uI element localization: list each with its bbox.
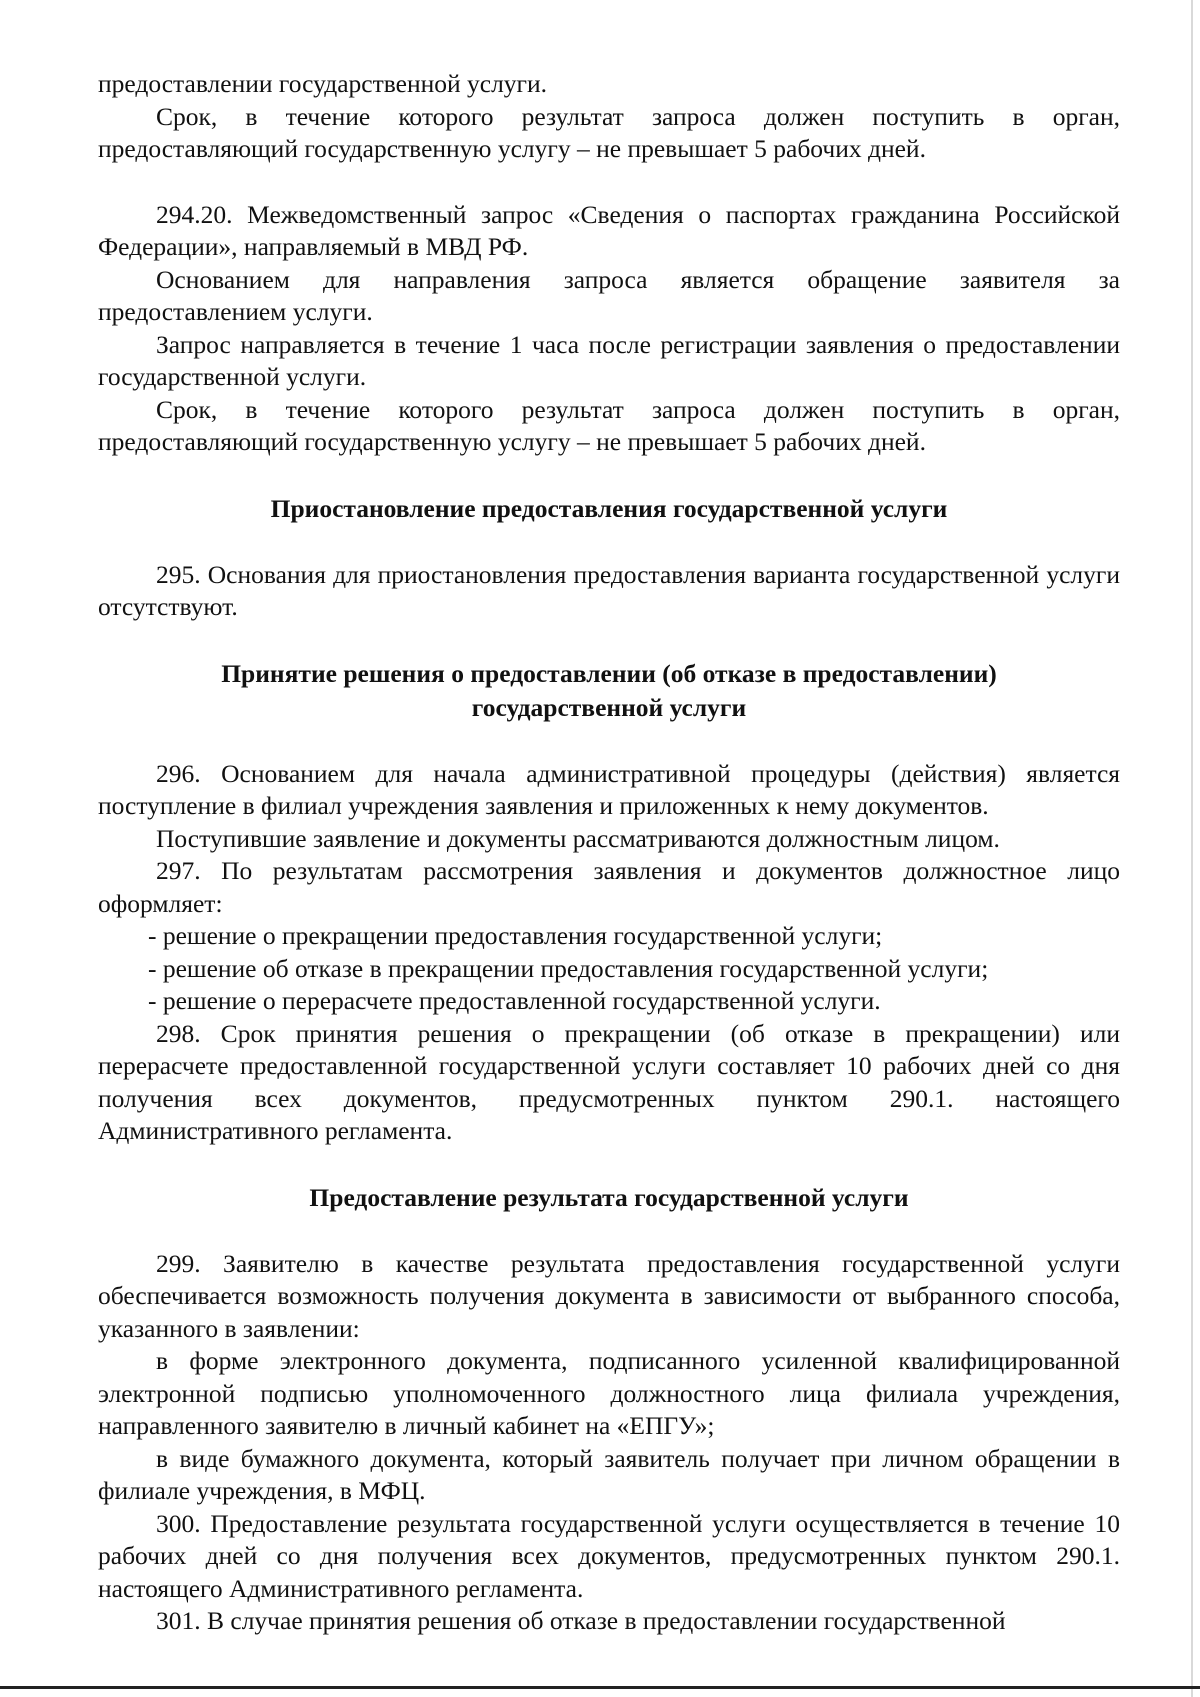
paragraph: 298. Срок принятия решения о прекращении (об отказе в прекращении) или перерасчете предоставленной государственной услуги составляет 10 рабочих дней со дня получения всех документов, предусмотренных пунктом 290.1. настоящего Административного регламента. [98, 1018, 1120, 1145]
paragraph: 300. Предоставление результата государственной услуги осуществляется в течение 10 рабочих дней со дня получения всех документов, предусмотренных пунктом 290.1. настоящего Административного регламента. [98, 1508, 1120, 1603]
section-heading: Предоставление результата государственной услуги [309, 1182, 909, 1212]
list-item: - решение об отказе в прекращении предоставления государственной услуги; [148, 953, 989, 983]
paragraph: Срок, в течение которого результат запроса должен поступить в орган, предоставляющий государственную услугу – не превышает 5 рабочих дней. [98, 394, 1120, 456]
paragraph: в виде бумажного документа, который заявитель получает при личном обращении в филиале учреждения, в МФЦ. [98, 1443, 1120, 1505]
paragraph: Поступившие заявление и документы рассматриваются должностным лицом. [156, 823, 1000, 853]
paragraph: предоставлении государственной услуги. [98, 69, 548, 98]
paragraph: Срок, в течение которого результат запроса должен поступить в орган, предоставляющий государственную услугу – не превышает 5 рабочих дней. [98, 101, 1120, 163]
page-edge-bottom [0, 1686, 1200, 1689]
paragraph-spacer [98, 459, 1120, 492]
document-body [98, 68, 1120, 1638]
section-heading: государственной услуги [471, 692, 747, 722]
page-edge-right [1191, 0, 1193, 1697]
paragraph: в форме электронного документа, подписанного усиленной квалифицированной электронной подписью уполномоченного должностного лица филиала учреждения, направленного заявителю в личный кабинет на «ЕПГУ»; [98, 1346, 1120, 1440]
paragraph-spacer [98, 166, 1120, 199]
paragraph: 295. Основания для приостановления предоставления варианта государственной услуги отсутствуют. [98, 559, 1120, 621]
paragraph-spacer [98, 1215, 1120, 1248]
list-item: - решение о перерасчете предоставленной государственной услуги. [148, 986, 881, 1015]
paragraph: Основанием для направления запроса является обращение заявителя за предоставлением услуги. [98, 264, 1120, 326]
section-heading: Приостановление предоставления государственной услуги [270, 493, 948, 523]
paragraph-spacer [98, 526, 1120, 559]
list-item: - решение о прекращении предоставления государственной услуги; [148, 921, 883, 950]
paragraph-spacer [98, 624, 1120, 657]
paragraph: Запрос направляется в течение 1 часа после регистрации заявления о предоставлении государственной услуги. [98, 329, 1120, 391]
paragraph-spacer [98, 725, 1120, 758]
paragraph: 297. По результатам рассмотрения заявления и документов должностное лицо оформляет: [98, 856, 1120, 918]
section-heading: Принятие решения о предоставлении (об отказе в предоставлении) [221, 658, 997, 688]
paragraph: 301. В случае принятия решения об отказе в предоставлении государственной [156, 1606, 1006, 1635]
paragraph: 294.20. Межведомственный запрос «Сведения о паспортах гражданина Российской Федерации», направляемый в МВД РФ. [98, 199, 1120, 261]
paragraph-spacer [98, 1148, 1120, 1181]
paragraph: 299. Заявителю в качестве результата предоставления государственной услуги обеспечивается возможность получения документа в зависимости от выбранного способа, указанного в заявлении: [98, 1248, 1120, 1343]
paragraph: 296. Основанием для начала административной процедуры (действия) является поступление в филиал учреждения заявления и приложенных к нему документов. [98, 758, 1120, 820]
